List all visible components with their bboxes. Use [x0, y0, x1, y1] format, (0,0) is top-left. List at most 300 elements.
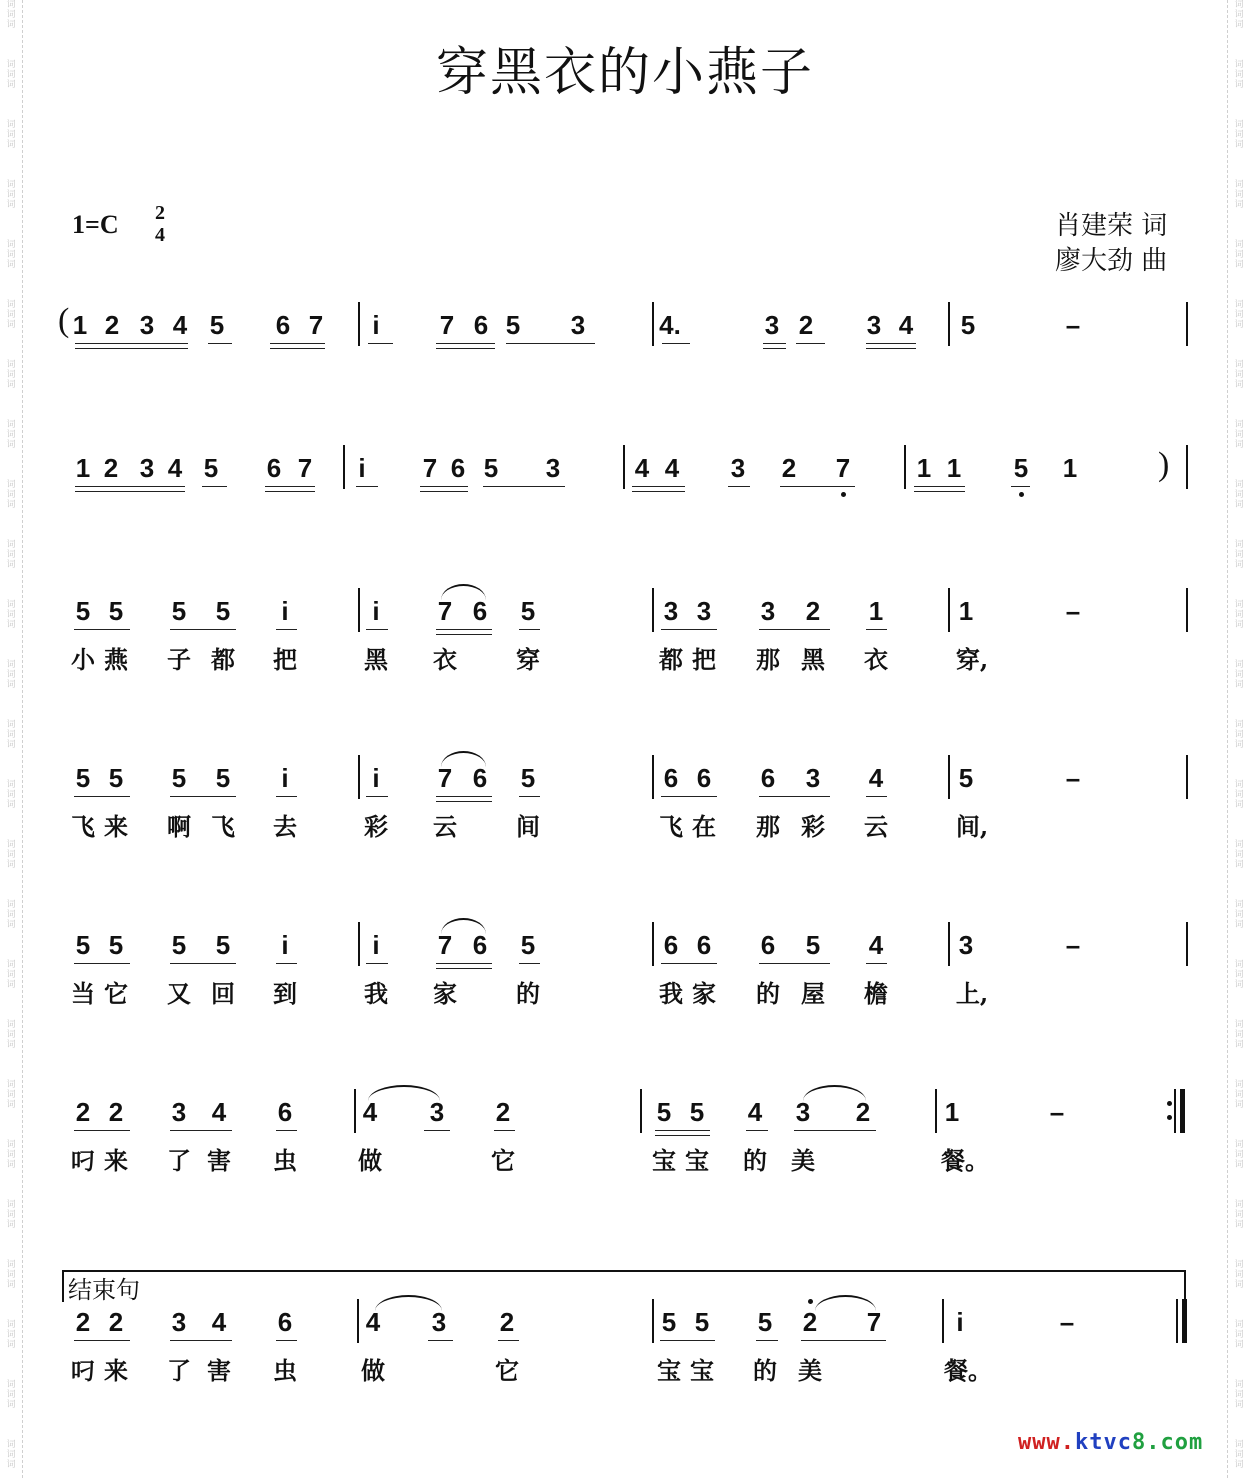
- beam-underline: [74, 963, 130, 964]
- note: –: [1065, 596, 1081, 626]
- note: 3: [171, 1307, 187, 1337]
- note: 6: [275, 310, 291, 340]
- note: 6: [663, 763, 679, 793]
- slur: [441, 584, 486, 600]
- lyric-char: 上,: [955, 979, 989, 1008]
- barline: [623, 445, 625, 489]
- beam-underline: [75, 343, 188, 344]
- note: 3: [795, 1097, 811, 1127]
- song-title: 穿黑衣的小燕子: [435, 43, 814, 103]
- side-watermark: 词 词 词: [1234, 0, 1244, 30]
- note: 5: [958, 763, 974, 793]
- side-watermark: 词 词 词: [6, 960, 16, 990]
- beam-underline: [265, 486, 315, 487]
- note: 5: [203, 453, 219, 483]
- beam-underline: [506, 343, 595, 344]
- side-watermark: 词 词 词: [1234, 1260, 1244, 1290]
- repeat-dot: [1167, 1115, 1172, 1120]
- barline: [1186, 755, 1188, 799]
- note: 6: [696, 763, 712, 793]
- beam-underline: [368, 343, 393, 344]
- watermark-url: www.ktvc8.com: [1018, 1430, 1204, 1455]
- beam-underline: [661, 796, 717, 797]
- time-signature: [150, 202, 170, 246]
- note: –: [1065, 763, 1081, 793]
- side-watermark: 词 词 词: [1234, 120, 1244, 150]
- lyric-char: 衣: [864, 645, 888, 674]
- beam-underline: [170, 1130, 232, 1131]
- beam-underline: [436, 629, 492, 630]
- lyric-char: 把: [692, 645, 716, 674]
- side-watermark: 词 词 词: [6, 420, 16, 450]
- note: 3: [760, 596, 776, 626]
- note: –: [1065, 930, 1081, 960]
- note: 3: [429, 1097, 445, 1127]
- note: 4: [211, 1097, 227, 1127]
- beam-underline: [436, 634, 492, 635]
- barline: [1186, 445, 1188, 489]
- note: 5: [520, 930, 536, 960]
- note: 6: [277, 1097, 293, 1127]
- lyric-char: 回: [211, 979, 235, 1008]
- note: 3: [764, 310, 780, 340]
- note: 5: [215, 930, 231, 960]
- side-watermark: 词 词 词: [1234, 780, 1244, 810]
- lyric-char: 叼: [71, 1146, 95, 1175]
- lyric-char: 的: [756, 979, 780, 1008]
- side-watermark: 词 词 词: [1234, 540, 1244, 570]
- beam-underline: [276, 796, 297, 797]
- beam-underline: [170, 963, 236, 964]
- side-watermark: 词 词 词: [6, 1320, 16, 1350]
- beam-underline: [763, 348, 786, 349]
- lyric-char: 彩: [364, 812, 388, 841]
- beam-underline: [494, 1130, 515, 1131]
- note: 6: [760, 763, 776, 793]
- note: 4: [362, 1097, 378, 1127]
- note: 2: [75, 1097, 91, 1127]
- side-watermark: 词 词 词: [6, 360, 16, 390]
- beam-underline: [866, 343, 916, 344]
- lyric-char: 又: [167, 979, 191, 1008]
- beam-underline: [661, 963, 717, 964]
- low-octave-dot: [841, 492, 846, 497]
- lyric-char: 去: [273, 812, 297, 841]
- slur: [441, 751, 486, 767]
- low-octave-dot: [1019, 492, 1024, 497]
- note: 7: [297, 453, 313, 483]
- lyric-char: 黑: [364, 645, 388, 674]
- side-watermark: 词 词 词: [1234, 420, 1244, 450]
- beam-underline: [276, 1130, 297, 1131]
- note: 3: [171, 1097, 187, 1127]
- beam-underline: [170, 796, 236, 797]
- lyric-char: 来: [104, 1356, 128, 1385]
- beam-underline: [202, 486, 227, 487]
- note: 7: [437, 596, 453, 626]
- beam-underline: [75, 491, 185, 492]
- side-watermark: 词 词 词: [1234, 960, 1244, 990]
- note: 4: [211, 1307, 227, 1337]
- beam-underline: [756, 1340, 778, 1341]
- beam-underline: [866, 963, 887, 964]
- repeat-end-thick: [1180, 1089, 1185, 1133]
- note: 6: [473, 310, 489, 340]
- beam-underline: [420, 486, 468, 487]
- beam-underline: [436, 796, 492, 797]
- note: 4: [868, 763, 884, 793]
- lyric-char: 燕: [104, 645, 128, 674]
- note: 1: [72, 310, 88, 340]
- note: 2: [781, 453, 797, 483]
- beam-underline: [796, 343, 825, 344]
- note: 2: [108, 1097, 124, 1127]
- side-watermark: 词 词 词: [1234, 1020, 1244, 1050]
- note: 7: [439, 310, 455, 340]
- note: 1: [946, 453, 962, 483]
- beam-underline: [276, 1340, 297, 1341]
- lyric-char: 叼: [71, 1356, 95, 1385]
- lyric-char: 虫: [273, 1356, 297, 1385]
- note: 2: [103, 453, 119, 483]
- beam-underline: [661, 629, 717, 630]
- barline: [358, 302, 360, 346]
- barline: [1186, 922, 1188, 966]
- repeat-dot: [1167, 1101, 1172, 1106]
- note: i: [281, 763, 289, 793]
- lyric-char: 宝: [685, 1146, 709, 1175]
- lyric-char: 间,: [955, 812, 989, 841]
- beam-underline: [519, 796, 540, 797]
- beam-underline: [276, 963, 297, 964]
- lyric-char: 檐: [864, 979, 888, 1008]
- lyric-char: 彩: [801, 812, 825, 841]
- lyricist-credit: 肖建荣 词: [1055, 211, 1168, 241]
- note: i: [358, 453, 366, 483]
- lyric-char: 做: [361, 1356, 385, 1385]
- lyric-char: 把: [273, 645, 297, 674]
- meter-top: 2: [155, 202, 165, 224]
- note: 5: [215, 763, 231, 793]
- beam-underline: [265, 491, 315, 492]
- side-watermark: 词 词 词: [6, 0, 16, 30]
- side-watermark: 词 词 词: [6, 780, 16, 810]
- beam-underline: [436, 348, 495, 349]
- beam-underline: [780, 486, 855, 487]
- note: 3: [730, 453, 746, 483]
- beam-underline: [763, 343, 786, 344]
- note: 4: [172, 310, 188, 340]
- beam-underline: [170, 1340, 232, 1341]
- side-watermark: 词 词 词: [6, 600, 16, 630]
- note: 5: [694, 1307, 710, 1337]
- note: 4: [868, 930, 884, 960]
- note: 3: [663, 596, 679, 626]
- intro-open-paren: (: [58, 302, 70, 339]
- lyric-char: 啊: [167, 812, 191, 841]
- note: 7: [437, 763, 453, 793]
- note: 3: [958, 930, 974, 960]
- beam-underline: [866, 796, 887, 797]
- side-watermark: 词 词 词: [1234, 1080, 1244, 1110]
- note: i: [372, 930, 380, 960]
- beam-underline: [759, 963, 830, 964]
- note: 5: [960, 310, 976, 340]
- note: 5: [520, 763, 536, 793]
- note: 4: [167, 453, 183, 483]
- note: 1: [958, 596, 974, 626]
- side-watermark: 词 词 词: [1234, 180, 1244, 210]
- side-watermark: 词 词 词: [1234, 1380, 1244, 1410]
- beam-underline: [914, 486, 965, 487]
- note: 4: [898, 310, 914, 340]
- note: 3: [139, 310, 155, 340]
- note: 5: [75, 763, 91, 793]
- note: 7: [308, 310, 324, 340]
- lyric-char: 都: [211, 645, 235, 674]
- beam-underline: [660, 1340, 715, 1341]
- beam-underline: [366, 963, 388, 964]
- lyric-char: 虫: [273, 1146, 297, 1175]
- beam-underline: [356, 486, 378, 487]
- beam-underline: [662, 343, 690, 344]
- note: 5: [171, 930, 187, 960]
- side-watermark: 词 词 词: [1234, 1200, 1244, 1230]
- note: 5: [75, 596, 91, 626]
- beam-underline: [170, 629, 236, 630]
- side-watermark: 词 词 词: [6, 300, 16, 330]
- note: 5: [757, 1307, 773, 1337]
- note: 7: [835, 453, 851, 483]
- lyric-char: 我: [659, 979, 683, 1008]
- beam-underline: [655, 1135, 710, 1136]
- barline: [358, 588, 360, 632]
- intro-close-paren: ): [1158, 446, 1170, 483]
- barline: [652, 588, 654, 632]
- beam-underline: [74, 629, 130, 630]
- note: 2: [104, 310, 120, 340]
- note: 5: [520, 596, 536, 626]
- side-watermark: 词 词 词: [6, 1140, 16, 1170]
- note: 2: [499, 1307, 515, 1337]
- lyric-char: 餐。: [941, 1146, 989, 1175]
- note: 4: [365, 1307, 381, 1337]
- beam-underline: [424, 1130, 450, 1131]
- lyric-char: 它: [104, 979, 128, 1008]
- lyric-char: 家: [692, 979, 716, 1008]
- beam-underline: [276, 629, 297, 630]
- note: 5: [171, 763, 187, 793]
- lyric-char: 害: [207, 1146, 231, 1175]
- side-watermark: 词 词 词: [1234, 720, 1244, 750]
- note: 4: [747, 1097, 763, 1127]
- beam-underline: [655, 1130, 710, 1131]
- side-watermark: 词 词 词: [6, 660, 16, 690]
- note: 3: [696, 596, 712, 626]
- note: 5: [75, 930, 91, 960]
- side-watermark: 词 词 词: [1234, 1320, 1244, 1350]
- lyric-char: 来: [104, 1146, 128, 1175]
- beam-underline: [75, 348, 188, 349]
- barline: [652, 302, 654, 346]
- beam-underline: [519, 629, 540, 630]
- barline: [358, 755, 360, 799]
- side-watermark: 词 词 词: [1234, 600, 1244, 630]
- lyric-char: 家: [433, 979, 457, 1008]
- note: 3: [545, 453, 561, 483]
- lyric-char: 的: [743, 1146, 767, 1175]
- side-watermark: 词 词 词: [1234, 240, 1244, 270]
- lyric-char: 美: [791, 1146, 815, 1175]
- lyric-char: 穿,: [955, 645, 989, 674]
- beam-underline: [436, 968, 492, 969]
- side-watermark: 词 词 词: [6, 1080, 16, 1110]
- key-signature: 1=C: [72, 210, 119, 239]
- beam-underline: [366, 796, 388, 797]
- lyric-char: 了: [167, 1146, 191, 1175]
- note: 5: [1013, 453, 1029, 483]
- note: 2: [108, 1307, 124, 1337]
- lyric-char: 屋: [801, 979, 825, 1008]
- beam-underline: [270, 348, 325, 349]
- lyric-char: 宝: [690, 1356, 714, 1385]
- side-watermark: 词 词 词: [6, 120, 16, 150]
- lyric-char: 了: [167, 1356, 191, 1385]
- note: 5: [108, 930, 124, 960]
- lyric-char: 餐。: [944, 1356, 992, 1385]
- barline: [343, 445, 345, 489]
- lyric-char: 当: [71, 979, 95, 1008]
- note: 4: [634, 453, 650, 483]
- note: 7: [866, 1307, 882, 1337]
- side-watermark: 词 词 词: [6, 1440, 16, 1470]
- slur: [441, 918, 486, 934]
- note: 2: [855, 1097, 871, 1127]
- lyric-char: 衣: [433, 645, 457, 674]
- note: 5: [171, 596, 187, 626]
- meter-bottom: 4: [155, 224, 165, 246]
- beam-underline: [759, 629, 830, 630]
- note: 2: [805, 596, 821, 626]
- lyric-char: 害: [207, 1356, 231, 1385]
- lyric-char: 那: [756, 645, 780, 674]
- side-watermark: 词 词 词: [6, 180, 16, 210]
- lyric-char: 的: [753, 1356, 777, 1385]
- side-watermark: 词 词 词: [1234, 300, 1244, 330]
- lyric-char: 小: [71, 645, 95, 674]
- side-watermark: 词 词 词: [6, 1200, 16, 1230]
- lyric-char: 云: [864, 812, 888, 841]
- note: 7: [422, 453, 438, 483]
- lyric-char: 宝: [652, 1146, 676, 1175]
- beam-underline: [436, 963, 492, 964]
- note: i: [372, 596, 380, 626]
- beam-underline: [428, 1340, 453, 1341]
- lyric-char: 的: [516, 979, 540, 1008]
- beam-underline: [75, 486, 185, 487]
- lyric-char: 它: [495, 1356, 519, 1385]
- side-watermark: 词 词 词: [1234, 360, 1244, 390]
- ending-label: 结束句: [68, 1276, 140, 1304]
- beam-underline: [74, 796, 130, 797]
- note: i: [956, 1307, 964, 1337]
- lyric-char: 云: [433, 812, 457, 841]
- beam-underline: [208, 343, 232, 344]
- side-watermark: 词 词 词: [1234, 900, 1244, 930]
- lyric-char: 穿: [516, 645, 540, 674]
- composer-credit: 廖大劲 曲: [1055, 246, 1168, 276]
- note: 7: [437, 930, 453, 960]
- note: 2: [798, 310, 814, 340]
- barline: [640, 1089, 642, 1133]
- lyric-char: 飞: [211, 812, 235, 841]
- beam-underline: [1011, 486, 1030, 487]
- repeat-end-thin: [1174, 1089, 1176, 1133]
- lyric-char: 来: [104, 812, 128, 841]
- note: –: [1065, 310, 1081, 340]
- side-watermark: 词 词 词: [6, 720, 16, 750]
- lyric-char: 间: [516, 812, 540, 841]
- beam-underline: [436, 343, 495, 344]
- beam-underline: [366, 629, 388, 630]
- note: 5: [805, 930, 821, 960]
- note: 3: [139, 453, 155, 483]
- lyric-char: 黑: [801, 645, 825, 674]
- barline: [948, 588, 950, 632]
- side-watermark: 词 词 词: [1234, 840, 1244, 870]
- beam-underline: [436, 801, 492, 802]
- final-barline-thin: [1176, 1299, 1178, 1343]
- lyric-char: 我: [364, 979, 388, 1008]
- beam-underline: [498, 1340, 519, 1341]
- side-watermark: 词 词 词: [1234, 660, 1244, 690]
- note: 5: [661, 1307, 677, 1337]
- note: 2: [75, 1307, 91, 1337]
- barline: [948, 922, 950, 966]
- note: 5: [209, 310, 225, 340]
- side-watermark: 词 词 词: [1234, 60, 1244, 90]
- beam-underline: [801, 1340, 886, 1341]
- lyric-char: 那: [756, 812, 780, 841]
- side-watermark: 词 词 词: [6, 1260, 16, 1290]
- beam-underline: [632, 491, 685, 492]
- beam-underline: [759, 796, 830, 797]
- barline: [1186, 302, 1188, 346]
- lyric-char: 它: [491, 1146, 515, 1175]
- beam-underline: [728, 486, 750, 487]
- beam-underline: [794, 1130, 876, 1131]
- barline: [354, 1089, 356, 1133]
- lyric-char: 到: [273, 979, 297, 1008]
- side-watermark: 词 词 词: [6, 1020, 16, 1050]
- side-watermark: 词 词 词: [6, 480, 16, 510]
- note: 5: [108, 763, 124, 793]
- barline: [935, 1089, 937, 1133]
- slur: [803, 1085, 866, 1101]
- note: i: [372, 763, 380, 793]
- note: 4.: [659, 310, 681, 340]
- note: 6: [277, 1307, 293, 1337]
- side-watermark: 词 词 词: [6, 240, 16, 270]
- lyric-char: 在: [692, 812, 716, 841]
- beam-underline: [270, 343, 325, 344]
- note: 1: [1062, 453, 1078, 483]
- note: –: [1059, 1307, 1075, 1337]
- note: 5: [483, 453, 499, 483]
- beam-underline: [74, 1130, 130, 1131]
- barline: [652, 755, 654, 799]
- barline: [904, 445, 906, 489]
